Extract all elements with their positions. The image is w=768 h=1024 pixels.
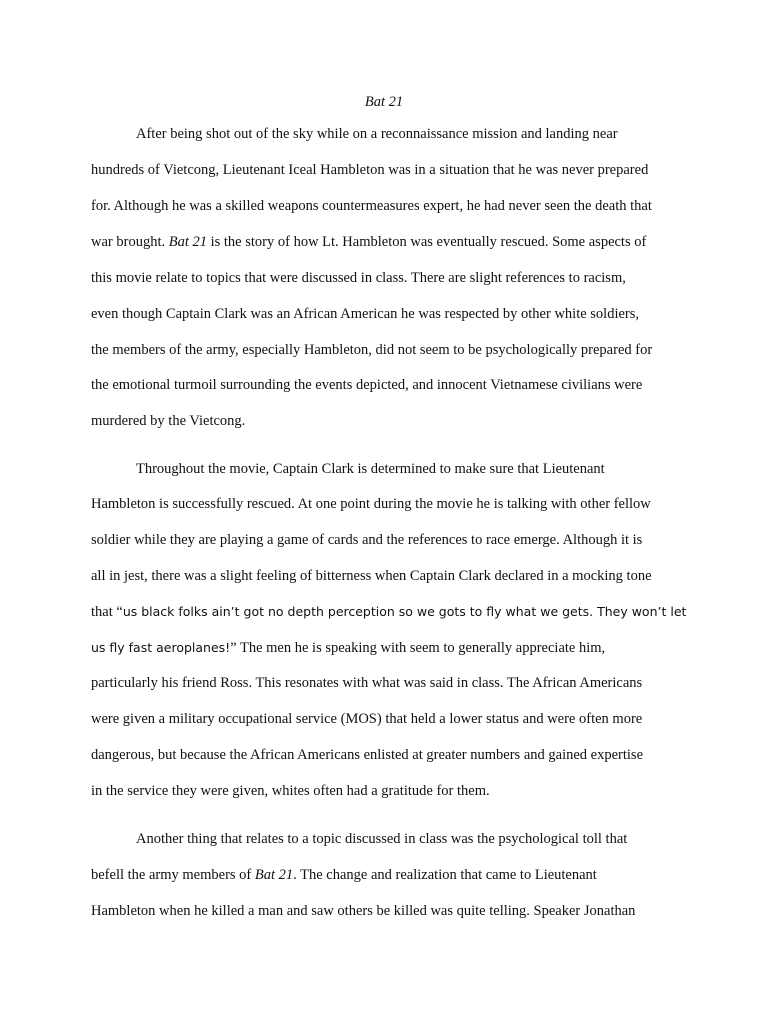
text-span: this movie relate to topics that were discussed in class. There are slight references to racism, [91, 270, 626, 286]
text-span: that “ [91, 604, 123, 620]
text-line [91, 305, 639, 323]
text-span: dangerous, but because the African Americans enlisted at greater numbers and gained expertise [91, 747, 643, 763]
text-span: Another thing that relates to a topic discussed in class was the psychological toll that [136, 831, 628, 847]
text-line [91, 531, 642, 549]
text-span: the members of the army, especially Hambleton, did not seem to be psychologically prepared for [91, 342, 653, 358]
text-line [91, 233, 646, 251]
text-line [91, 341, 652, 359]
text-line [91, 567, 652, 585]
text-line [91, 495, 651, 513]
text-span: even though Captain Clark was an African American he was respected by other white soldiers, [91, 306, 640, 322]
text-span: ” The men he is speaking with seem to generally appreciate him, [230, 640, 606, 656]
text-span: the emotional turmoil surrounding the events depicted, and innocent Vietnamese civilians were [91, 377, 643, 393]
quoted-text: us fly fast aeroplanes! [91, 640, 231, 655]
text-line [91, 197, 652, 215]
text-span: . The change and realization that came to Lieutenant [293, 867, 597, 883]
text-span: Throughout the movie, Captain Clark is determined to make sure that Lieutenant [136, 461, 605, 477]
text-span: befell the army members of [91, 867, 255, 883]
text-span: war brought. [91, 234, 169, 250]
text-span: Hambleton when he killed a man and saw others be killed was quite telling. Speaker Jonathan [91, 903, 636, 919]
text-span: is the story of how Lt. Hambleton was eventually rescued. Some aspects of [206, 234, 647, 250]
text-line [136, 125, 618, 143]
text-line [91, 161, 648, 179]
text-span: murdered by the Vietcong. [91, 413, 246, 429]
text-span: Hambleton is successfully rescued. At one point during the movie he is talking with other fellow [91, 496, 651, 512]
italic-title-ref: Bat 21 [254, 867, 294, 883]
document-title: Bat 21 [364, 94, 404, 110]
text-span: hundreds of Vietcong, Lieutenant Iceal Hambleton was in a situation that he was never prepared [91, 162, 649, 178]
text-line [91, 376, 642, 394]
text-line [136, 460, 605, 478]
italic-title-ref: Bat 21 [168, 234, 207, 250]
text-line [91, 782, 490, 800]
text-line [91, 710, 642, 728]
text-span: in the service they were given, whites often had a gratitude for them. [91, 783, 490, 799]
text-line [91, 603, 686, 621]
text-span: were given a military occupational service (MOS) that held a lower status and were often more [91, 711, 643, 727]
text-line [91, 674, 642, 692]
text-line [91, 412, 245, 430]
text-span: particularly his friend Ross. This resonates with what was said in class. The African Americans [91, 675, 643, 691]
text-span: for. Although he was a skilled weapons countermeasures expert, he had never seen the death that [91, 198, 652, 214]
text-line [91, 639, 605, 657]
text-line [91, 269, 626, 287]
text-line [91, 866, 597, 884]
text-line [91, 746, 643, 764]
text-span: After being shot out of the sky while on a reconnaissance mission and landing near [136, 126, 618, 142]
quoted-text: us black folks ain’t got no depth perception so we gots to fly what we gets. They won’t let [122, 604, 687, 619]
text-line [136, 830, 627, 848]
text-span: soldier while they are playing a game of cards and the references to race emerge. Although it is [91, 532, 643, 548]
text-span: all in jest, there was a slight feeling of bitterness when Captain Clark declared in a mocking tone [91, 568, 652, 584]
text-line [91, 902, 635, 920]
